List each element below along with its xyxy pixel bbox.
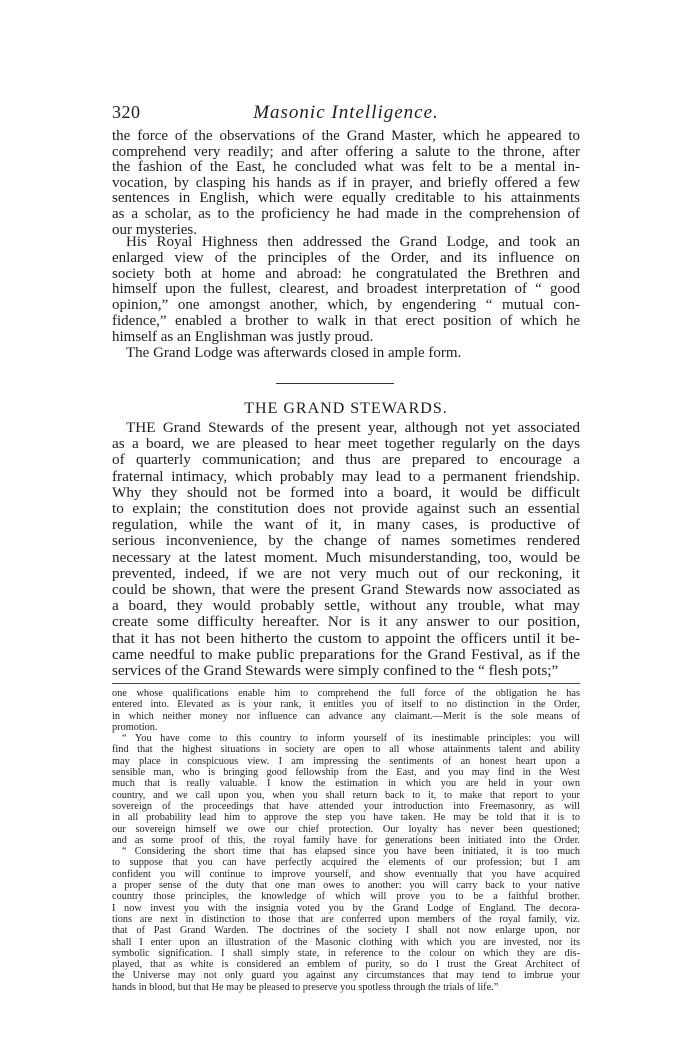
text-line: opinion,” one amongst another, which, by engendering “ mutual con-: [112, 298, 580, 314]
footnote-line: country those principles, the knowledge of which will prove you to be a faithful brother.: [112, 891, 580, 903]
text-line: comprehend very readily; and after offering a salute to the throne, after: [112, 144, 580, 160]
text-line: regulation, while the want of it, in many cases, is productive of: [112, 517, 580, 534]
footnote-line: to suppose that you can have perfectly acquired the elements of our profession; but I am: [112, 857, 580, 869]
footnote-line: in which neither money nor influence can advance any claimant.—Merit is the sole means of: [112, 710, 580, 722]
section-title: THE GRAND STEWARDS.: [244, 400, 448, 417]
section-divider: [276, 383, 394, 384]
text-line: himself upon the fullest, clearest, and broadest interpretation of “ good: [112, 282, 580, 298]
text-line: society both at home and abroad: he congratulated the Brethren and: [112, 266, 580, 282]
text-line: The Grand Lodge was afterwards closed in ample form.: [126, 345, 462, 361]
running-head: Masonic Intelligence.: [253, 102, 439, 123]
footnote-line: much that is really valuable. I know the estimation in which you are held in your own: [112, 778, 580, 790]
text-line: our mysteries.: [112, 222, 197, 238]
text-line: enlarged view of the principles of the Order, and its influence on: [112, 250, 580, 266]
text-line: as a scholar, as to the proficiency he had made in the comprehension of: [112, 206, 580, 222]
text-line: a board, they would probably settle, without any trouble, what may: [112, 598, 580, 615]
footnote-line: that of Past Grand Warden. The doctrines of the society I shall not now enlarge upon, nor: [112, 925, 580, 937]
text-line: could be shown, that were the present Grand Stewards now associated as: [112, 582, 580, 599]
text-line: himself as an Englishman was justly proud.: [112, 329, 374, 345]
footnote-line: the Universe may not only guard you against any circumstances that may tend to imbrue your: [112, 970, 580, 982]
footnote-line: our sovereign himself we owe our chief protection. Our loyalty has never been questioned;: [112, 823, 580, 835]
footnote-line: and as some proof of this, the royal family have for generations been initiated into the Order.: [112, 834, 580, 846]
page-header: [112, 102, 580, 126]
footnote-line: shall I enter upon an illustration of the Masonic clothing with which you are invested, nor its: [112, 936, 580, 948]
footnote-line: in all probability lead him to approve the step you have taken. He may be told that it is to: [112, 812, 580, 824]
text-line: THE Grand Stewards of the present year, although not yet associated: [126, 420, 580, 436]
text-line: services of the Grand Stewards were simply confined to the “ flesh pots;”: [112, 663, 559, 680]
text-line: vocation, by clasping his hands as if in prayer, and briefly offered a few: [112, 175, 580, 191]
text-line: the fashion of the East, he concluded what was felt to be a mental in-: [112, 160, 580, 176]
footnotes: [112, 688, 580, 993]
text-line: that it has not been hitherto the custom to appoint the officers until it be-: [112, 630, 580, 647]
paragraph-3: [112, 420, 580, 679]
footnote-line: hands in blood, but that He may be pleased to preserve you spotless through the trials of life.”: [112, 981, 499, 993]
text-line: prevented, indeed, if we are not very much out of our reckoning, it: [112, 565, 580, 582]
footnote-line: sensible man, who is bringing good fellowship from the East, and you may find in the West: [112, 767, 580, 779]
text-line: of quarterly communication; and thus are prepared to encourage a: [112, 452, 580, 469]
footnote-line: “ Considering the short time that has elapsed since you have been initiated, it is too much: [122, 846, 580, 858]
footnote-line: confident you will continue to improve yourself, and show eventually that you have acquired: [112, 868, 580, 880]
text-line: fidence,” enabled a brother to walk in that erect position of which he: [112, 313, 580, 329]
page-number: 320: [112, 102, 141, 122]
footnote-rule: [112, 683, 580, 684]
text-line: create some difficulty hereafter. Nor is it any answer to our position,: [112, 614, 580, 631]
footnote-line: a proper sense of the duty that one man owes to another: you will carry back to your native: [112, 880, 580, 892]
footnote-line: entered into. Elevated as is your rank, it entitles you of itself to no distinction in the Order,: [112, 699, 580, 711]
footnote-line: find that the highest situations in society are open to all whose attainments talent and ability: [112, 744, 580, 756]
footnote-line: country, and we call upon you, when you shall return back to it, to make that report to your: [112, 789, 580, 801]
footnote-line: I now invest you with the insignia voted you by the Grand Lodge of England. The decora-: [112, 902, 580, 914]
footnote-line: symbolic signification. I shall simply state, in reference to the colour on which they are dis-: [112, 947, 580, 959]
footnote-line: one whose qualifications enable him to comprehend the full force of the obligation he has: [112, 688, 580, 699]
footnote-line: sovereign of the proceedings that have attended your introduction into Freemasonry, as will: [112, 800, 580, 812]
paragraph-2: [112, 235, 580, 361]
text-line: His Royal Highness then addressed the Grand Lodge, and took an: [126, 235, 580, 250]
text-line: as a board, we are pleased to hear meet together regularly on the days: [112, 436, 580, 453]
text-line: came needful to make public preparations for the Grand Festival, as if the: [112, 646, 580, 663]
footnote-line: “ You have come to this country to inform yourself of its inestimable principles: you will: [122, 733, 580, 745]
footnote-line: promotion.: [112, 721, 158, 733]
paragraph-1: [112, 129, 580, 238]
footnote-line: played, that as white is considered an emblem of purity, so do I trust the Great Architect of: [112, 959, 580, 971]
text-line: fraternal intimacy, which probably may lead to a permanent friendship.: [112, 468, 580, 485]
text-line: sentences in English, which were equally creditable to his attainments: [112, 191, 580, 207]
text-line: serious inconvenience, by the change of names sometimes rendered: [112, 533, 580, 550]
footnote-line: tions are next in distinction to those that are conferred upon members of the royal family, viz.: [112, 913, 580, 925]
text-line: necessary at the latest moment. Much misunderstanding, too, would be: [112, 549, 580, 566]
footnote-line: may place in conspicuous view. I am impressing the sentiments of an honest heart upon a: [112, 755, 580, 767]
text-line: to explain; the constitution does not provide against such an essential: [112, 501, 580, 518]
text-line: Why they should not be formed into a board, it would be difficult: [112, 484, 580, 501]
text-line: the force of the observations of the Grand Master, which he appeared to: [112, 129, 580, 144]
